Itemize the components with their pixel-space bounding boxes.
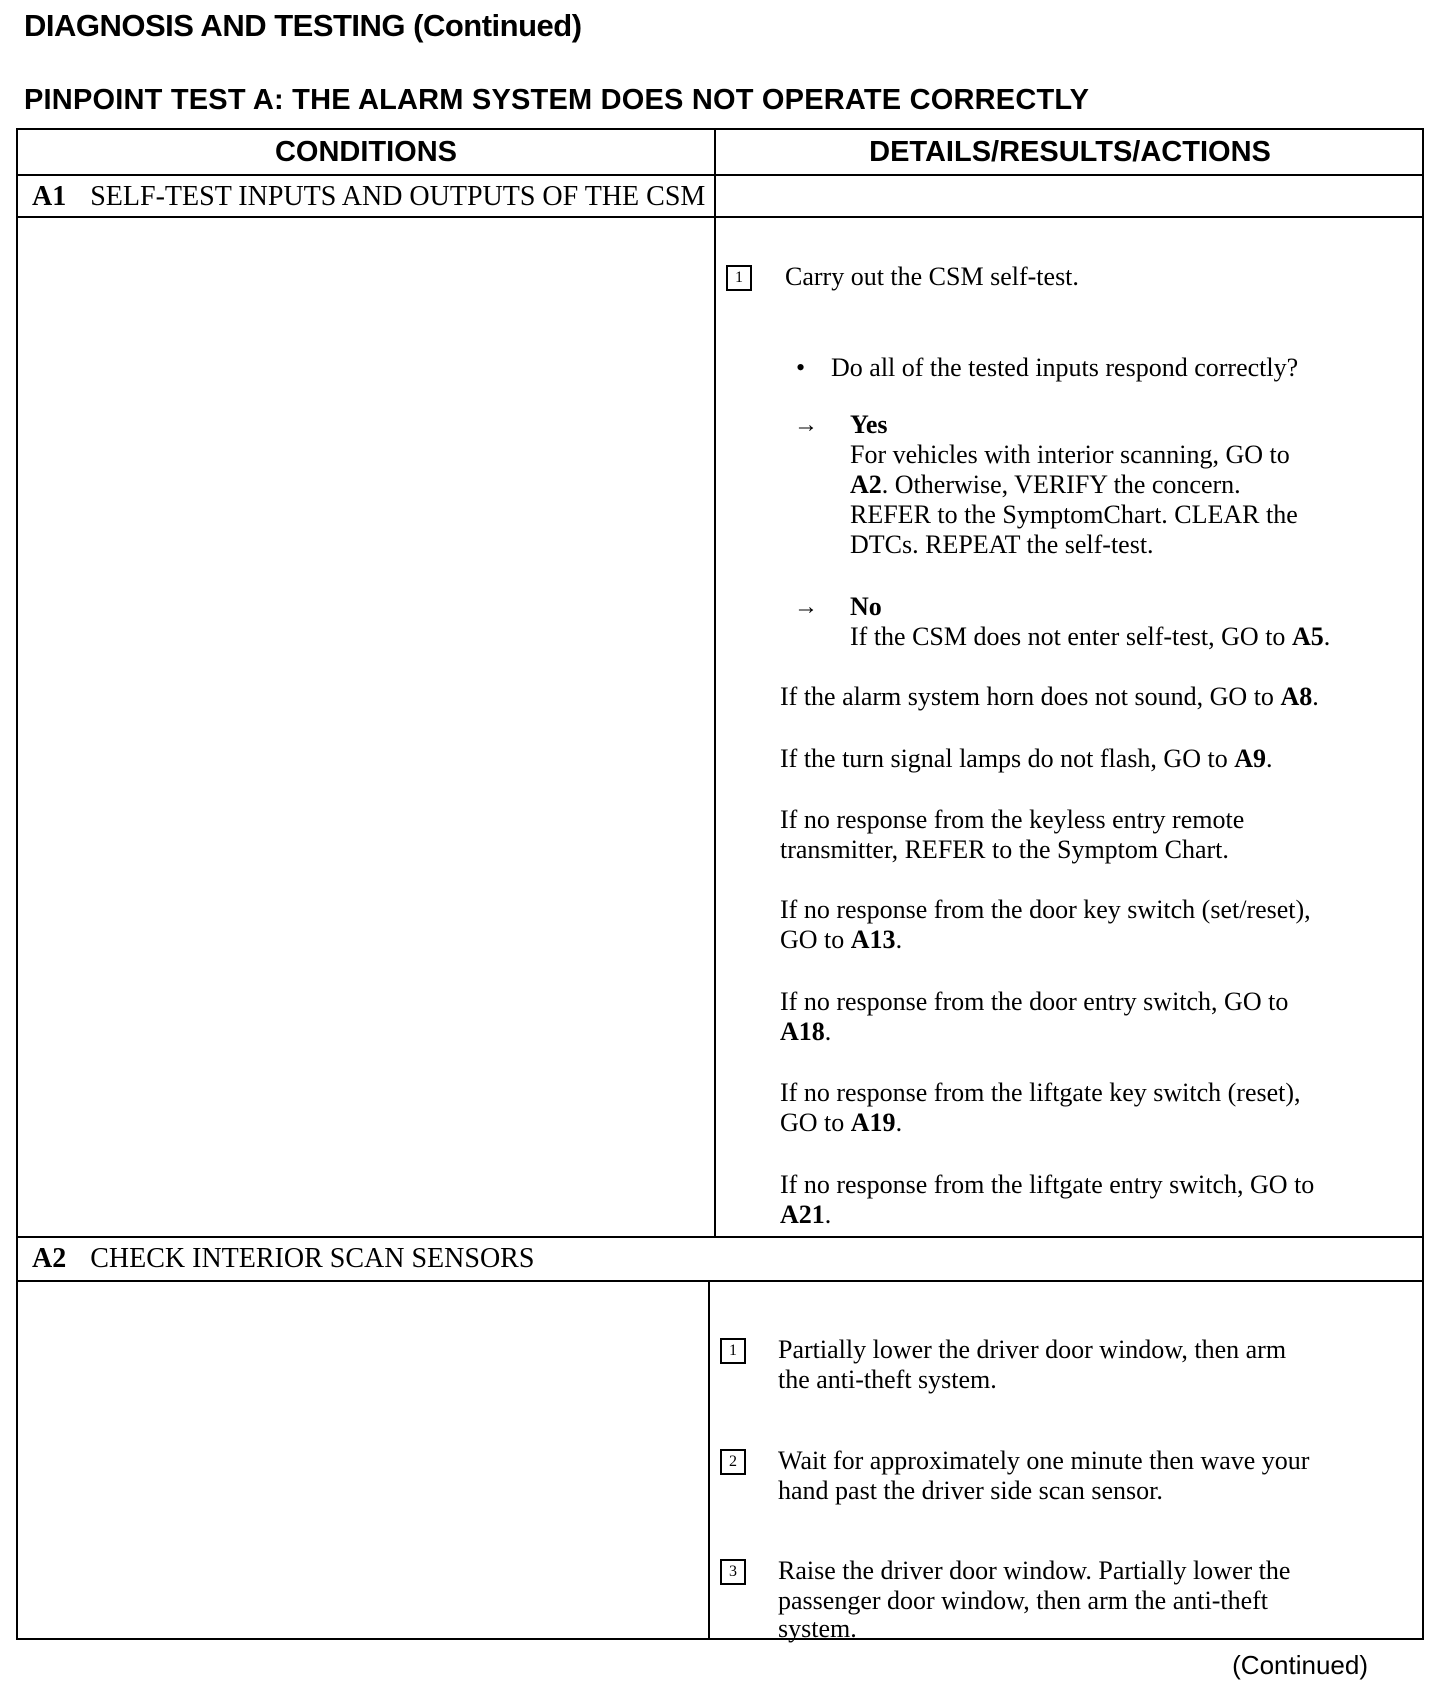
a1-yes-line3: REFER to the SymptomChart. CLEAR the: [850, 500, 1298, 529]
a1-yes-ref: A2: [850, 470, 882, 499]
a1-result-door-entry-ref: A18: [780, 1017, 825, 1046]
a2-step3-line1: Raise the driver door window. Partially lower the: [778, 1556, 1291, 1585]
page-title: DIAGNOSIS AND TESTING (Continued): [24, 8, 582, 43]
a1-result-lamps-text: If the turn signal lamps do not flash, GO to: [780, 744, 1235, 773]
bullet-icon: •: [796, 353, 806, 382]
period: .: [1323, 622, 1331, 651]
a1-column-divider: [714, 216, 716, 1236]
arrow-right-icon: →: [794, 594, 818, 620]
a1-no-label: No: [850, 592, 882, 621]
a2-step1-line1: Partially lower the driver door window, then arm: [778, 1335, 1287, 1364]
a1-result-door-key-goto: GO to: [780, 925, 851, 954]
period: .: [824, 1200, 832, 1229]
a1-result-lamps: [780, 744, 1273, 774]
section-a1-id: A1: [32, 181, 67, 212]
rule: [18, 1236, 1422, 1238]
a2-column-divider: [708, 1280, 710, 1640]
header-details: DETAILS/RESULTS/ACTIONS: [869, 136, 1271, 168]
a2-step2-line1: Wait for approximately one minute then wave your: [778, 1446, 1310, 1475]
rule: [18, 174, 1422, 176]
a1-result-door-key-ref: A13: [850, 925, 896, 954]
a1-result-door-entry-line2: [780, 1017, 831, 1047]
a1-yes-line1: For vehicles with interior scanning, GO to: [850, 440, 1290, 469]
a1-result-liftgate-key-goto: GO to: [780, 1108, 851, 1137]
a1-no-text-body: If the CSM does not enter self-test, GO to: [850, 622, 1292, 651]
a2-step3-line3: system.: [778, 1614, 857, 1643]
a1-result-keyless-line2: transmitter, REFER to the Symptom Chart.: [780, 835, 1229, 864]
a1-result-keyless-line1: If no response from the keyless entry remote: [780, 805, 1245, 834]
section-a2-header: [32, 1240, 534, 1278]
a1-result-liftgate-key-line1: If no response from the liftgate key switch (reset),: [780, 1078, 1301, 1107]
period: .: [895, 925, 903, 954]
rule: [18, 1280, 1422, 1282]
a2-step1-line2: the anti-theft system.: [778, 1365, 997, 1394]
a1-result-horn: [780, 682, 1319, 712]
a1-result-lamps-ref: A9: [1234, 744, 1266, 773]
step-number-box: 2: [720, 1449, 746, 1475]
rule: [18, 216, 1422, 218]
a1-yes-line2-rest: . Otherwise, VERIFY the concern.: [881, 470, 1241, 499]
a1-result-liftgate-key-line2: [780, 1108, 902, 1138]
a1-yes-line2: [850, 470, 1241, 500]
a1-result-horn-text: If the alarm system horn does not sound, GO to: [780, 682, 1281, 711]
pinpoint-test-title: PINPOINT TEST A: THE ALARM SYSTEM DOES NOT OPERATE CORRECTLY: [24, 84, 1090, 116]
a1-result-liftgate-entry-line1: If no response from the liftgate entry switch, GO to: [780, 1170, 1315, 1199]
a2-step2-line2: hand past the driver side scan sensor.: [778, 1476, 1163, 1505]
a1-result-door-key-line2: [780, 925, 902, 955]
section-a1-title: SELF-TEST INPUTS AND OUTPUTS OF THE CSM: [90, 181, 706, 212]
a1-question: Do all of the tested inputs respond correctly?: [831, 353, 1299, 382]
a1-result-liftgate-key-ref: A19: [850, 1108, 896, 1137]
continued-label: (Continued): [1232, 1650, 1368, 1680]
a1-result-horn-ref: A8: [1280, 682, 1313, 711]
period: .: [1266, 744, 1273, 773]
a1-step1-text: Carry out the CSM self-test.: [785, 262, 1079, 291]
a1-yes-label: Yes: [850, 410, 888, 439]
a1-result-door-key-line1: If no response from the door key switch (set/reset),: [780, 895, 1311, 924]
step-number-box: 1: [726, 265, 752, 291]
period: .: [1312, 682, 1319, 711]
section-a2-title: CHECK INTERIOR SCAN SENSORS: [90, 1243, 535, 1274]
period: .: [895, 1108, 903, 1137]
arrow-right-icon: →: [794, 412, 818, 438]
a1-no-text: [850, 622, 1330, 652]
a1-no-ref: A5: [1291, 622, 1324, 651]
section-a1-header: [32, 178, 705, 216]
a1-header-divider: [714, 174, 716, 216]
period: .: [824, 1017, 832, 1046]
step-number-box: 3: [720, 1559, 746, 1585]
step-number-box: 1: [720, 1338, 746, 1364]
a1-yes-line4: DTCs. REPEAT the self-test.: [850, 530, 1154, 559]
a1-result-liftgate-entry-ref: A21: [780, 1200, 825, 1229]
header-divider: [714, 130, 716, 174]
a1-result-door-entry-line1: If no response from the door entry switch, GO to: [780, 987, 1289, 1016]
pinpoint-test-table: [16, 128, 1424, 1643]
section-a2-id: A2: [32, 1243, 67, 1274]
a1-result-liftgate-entry-line2: [780, 1200, 831, 1230]
a2-step3-line2: passenger door window, then arm the anti-theft: [778, 1586, 1269, 1615]
header-conditions: CONDITIONS: [274, 136, 458, 168]
